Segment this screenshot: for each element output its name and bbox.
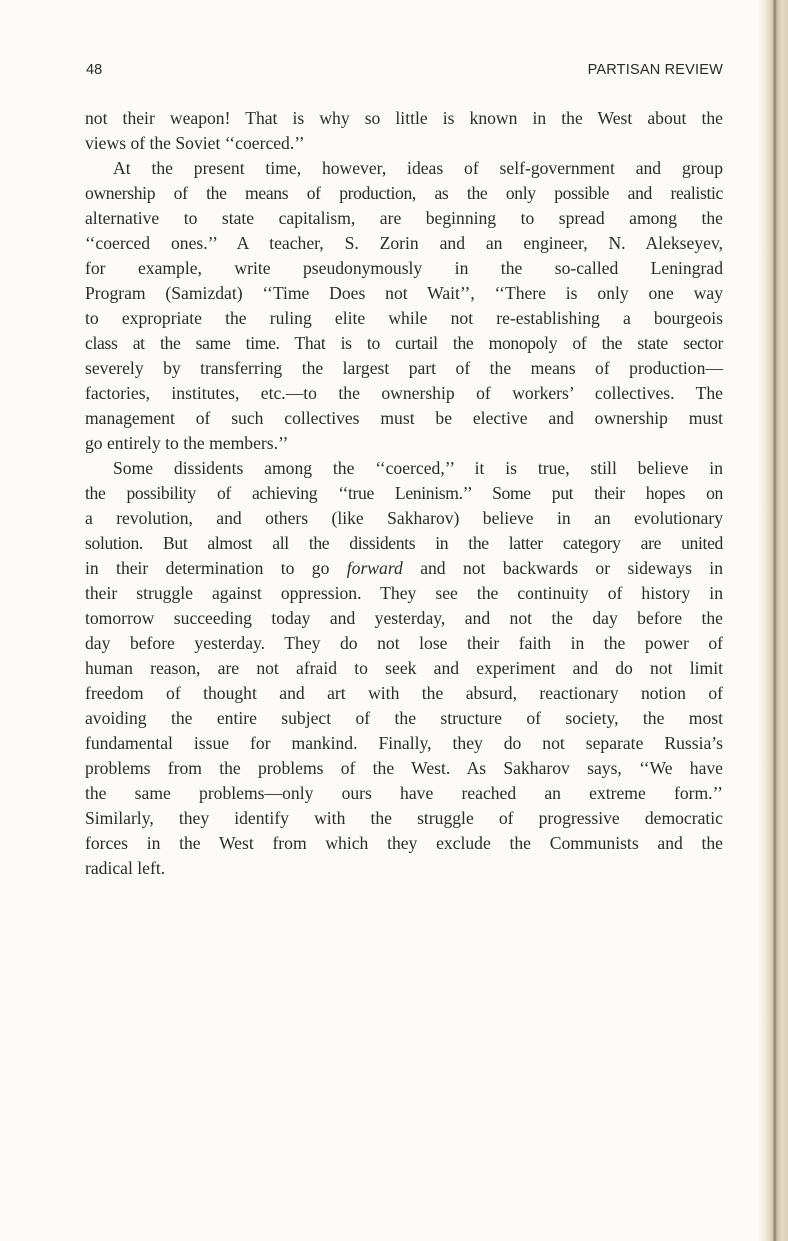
text-line: to expropriate the ruling elite while not re-establishing a bourgeois xyxy=(85,308,723,328)
text-line: severely by transferring the largest part of the means of production— xyxy=(85,358,723,378)
italic-emphasis: forward xyxy=(346,558,403,578)
page-edge xyxy=(758,0,788,1241)
text-line: day before yesterday. They do not lose their faith in the power of xyxy=(85,633,723,653)
text-span: and not backwards or sideways in xyxy=(402,558,723,578)
paragraph xyxy=(85,106,723,156)
text-line: Program (Samizdat) ‘‘Time Does not Wait’’, ‘‘There is only one way xyxy=(85,283,723,303)
text-line: avoiding the entire subject of the structure of society, the most xyxy=(85,708,723,728)
text-line: not their weapon! That is why so little is known in the West about the xyxy=(85,108,723,128)
paragraph xyxy=(85,156,723,456)
text-line xyxy=(85,556,723,581)
text-line: tomorrow succeeding today and yesterday, and not the day before the xyxy=(85,608,723,628)
text-line: alternative to state capitalism, are beginning to spread among the xyxy=(85,208,723,228)
text-line: the possibility of achieving ‘‘true Leninism.’’ Some put their hopes on xyxy=(85,483,723,503)
text-line: ownership of the means of production, as the only possible and realistic xyxy=(85,183,723,203)
running-header: PARTISAN REVIEW xyxy=(587,62,723,78)
text-line: fundamental issue for mankind. Finally, they do not separate Russia’s xyxy=(85,733,723,753)
text-line: management of such collectives must be elective and ownership must xyxy=(85,408,723,428)
page-number: 48 xyxy=(86,62,103,78)
text-line: factories, institutes, etc.—to the ownership of workers’ collectives. The xyxy=(85,383,723,403)
text-line: a revolution, and others (like Sakharov) believe in an evolutionary xyxy=(85,508,723,528)
text-line: Some dissidents among the ‘‘coerced,’’ it is true, still believe in xyxy=(113,458,723,478)
text-line: the same problems—only ours have reached an extreme form.’’ xyxy=(85,783,723,803)
text-line: go entirely to the members.’’ xyxy=(85,433,289,453)
text-span: in their determination to go xyxy=(85,558,347,578)
text-line: At the present time, however, ideas of self-government and group xyxy=(113,158,723,178)
body-text xyxy=(85,106,723,881)
text-line: views of the Soviet ‘‘coerced.’’ xyxy=(85,133,305,153)
text-line: problems from the problems of the West. As Sakharov says, ‘‘We have xyxy=(85,758,723,778)
text-line: ‘‘coerced ones.’’ A teacher, S. Zorin and an engineer, N. Alekseyev, xyxy=(85,233,723,253)
text-line: radical left. xyxy=(85,858,166,878)
text-line: solution. But almost all the dissidents in the latter category are united xyxy=(85,533,723,553)
text-line: their struggle against oppression. They see the continuity of history in xyxy=(85,583,723,603)
text-line: Similarly, they identify with the struggle of progressive democratic xyxy=(85,808,723,828)
text-line: freedom of thought and art with the absurd, reactionary notion of xyxy=(85,683,723,703)
text-line: for example, write pseudonymously in the so-called Leningrad xyxy=(85,258,723,278)
text-line: forces in the West from which they exclude the Communists and the xyxy=(85,833,723,853)
text-line: class at the same time. That is to curtail the monopoly of the state sector xyxy=(85,333,723,353)
text-line: human reason, are not afraid to seek and experiment and do not limit xyxy=(85,658,723,678)
paragraph xyxy=(85,456,723,881)
